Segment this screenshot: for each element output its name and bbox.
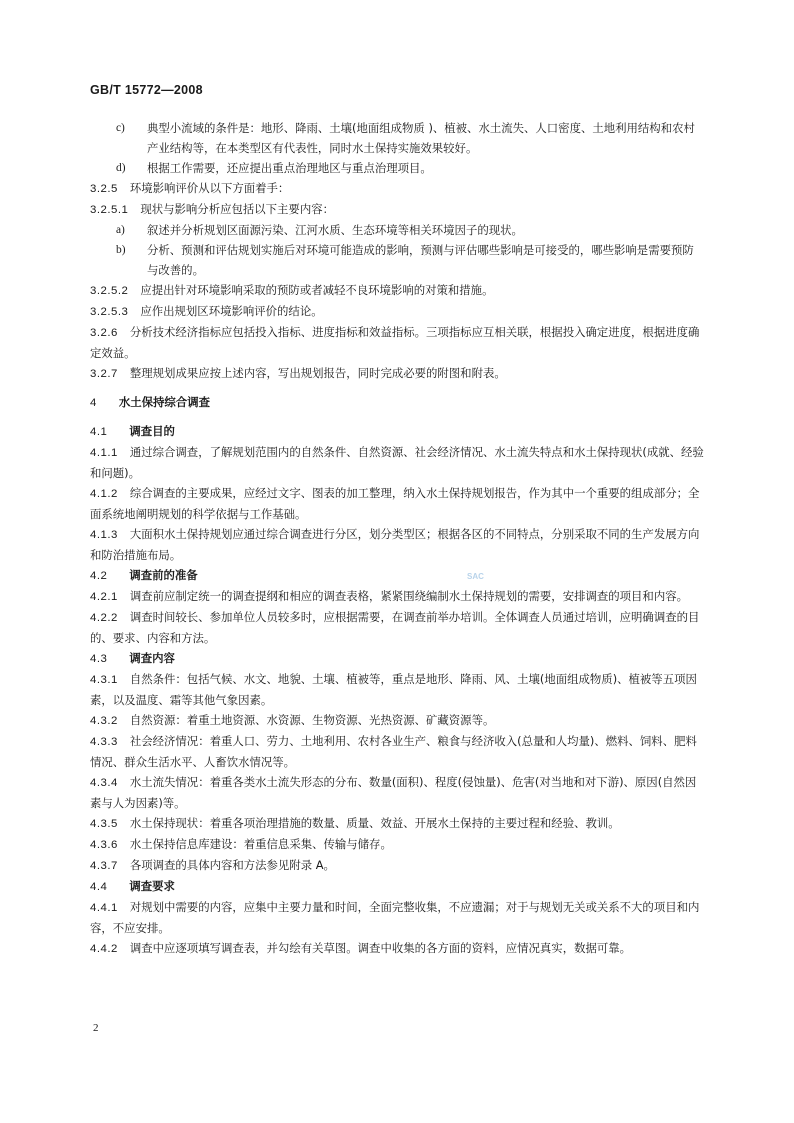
clause-number: 4.4.1 xyxy=(90,902,118,914)
clause-text: 水土流失情况：着重各类水土流失形态的分布、数量(面积)、程度(侵蚀量)、危害(对当地和对下游)、原因(自然因素与人为因素)等。 xyxy=(90,775,697,810)
clause-text: 应作出规划区环境影响评价的结论。 xyxy=(140,304,323,318)
clause-number: 4.2.2 xyxy=(90,612,118,624)
clause-text: 大面积水土保持规划应通过综合调查进行分区，划分类型区；根据各区的不同特点，分别采取不同的生产发展方向和防治措施布局。 xyxy=(90,527,700,562)
clause-paragraph xyxy=(90,322,705,363)
clause-number: 4.1.3 xyxy=(90,529,118,541)
clause-text: 整理规划成果应按上述内容，写出规划报告，同时完成必要的附图和附表。 xyxy=(129,366,506,380)
clause-text: 分析技术经济指标应包括投入指标、进度指标和效益指标。三项指标应互相关联，根据投入确定进度，根据进度确定效益。 xyxy=(90,325,700,360)
clause-paragraph xyxy=(90,483,705,524)
clause-text: 自然条件：包括气候、水文、地貌、土壤、植被等，重点是地形、降雨、风、土壤(地面组成物质)、植被等五项因素，以及温度、霜等其他气象因素。 xyxy=(90,672,697,707)
clause-text: 水土保持信息库建设：着重信息采集、传输与储存。 xyxy=(129,837,392,851)
list-item xyxy=(90,220,705,240)
clause-paragraph xyxy=(90,607,705,648)
clause-paragraph xyxy=(90,363,705,384)
clause-text: 调查内容 xyxy=(129,651,175,665)
clause-text: 环境影响评价从以下方面着手： xyxy=(129,181,290,195)
clause-number: 3.2.6 xyxy=(90,327,118,339)
clause-text: 调查中应逐项填写调查表，并勾绘有关草图。调查中收集的各方面的资料，应情况真实，数据可靠。 xyxy=(129,941,632,955)
clause-text: 水土保持现状：着重各项治理措施的数量、质量、效益、开展水土保持的主要过程和经验、教训。 xyxy=(129,816,620,830)
clause-number: 4.4.2 xyxy=(90,943,118,955)
clause-number: 3.2.7 xyxy=(90,368,118,380)
list-item-label: a) xyxy=(116,224,125,236)
clause-text: 水土保持综合调查 xyxy=(118,395,210,409)
clause-text: 对规划中需要的内容，应集中主要力量和时间，全面完整收集，不应遗漏；对于与规划无关或关系不大的项目和内容，不应安排。 xyxy=(90,900,700,935)
clause-text: 各项调查的具体内容和方法参见附录 A。 xyxy=(129,858,335,872)
clause-paragraph xyxy=(90,897,705,938)
document-body xyxy=(90,118,705,959)
clause-number: 4.3.6 xyxy=(90,839,118,851)
clause-number: 4.1.2 xyxy=(90,488,118,500)
list-item-label: d) xyxy=(116,162,126,174)
sac-watermark: SAC xyxy=(467,572,484,581)
clause-number: 4.3 xyxy=(90,653,108,665)
subsection-heading xyxy=(90,876,705,897)
clause-paragraph xyxy=(90,586,705,607)
clause-text: 应提出针对环境影响采取的预防或者减轻不良环境影响的对策和措施。 xyxy=(140,283,494,297)
clause-number: 4.4 xyxy=(90,881,108,893)
list-item-text: 分析、预测和评估规划实施后对环境可能造成的影响，预测与评估哪些影响是可接受的，哪些影响是需要预防与改善的。 xyxy=(147,243,694,277)
section-heading xyxy=(90,392,705,413)
clause-number: 4.1.1 xyxy=(90,447,118,459)
clause-number: 4.3.2 xyxy=(90,715,118,727)
clause-number: 4.3.5 xyxy=(90,818,118,830)
list-item xyxy=(90,118,705,158)
clause-text: 自然资源：着重土地资源、水资源、生物资源、光热资源、矿藏资源等。 xyxy=(129,713,495,727)
clause-number: 4.3.3 xyxy=(90,736,118,748)
clause-paragraph xyxy=(90,178,705,199)
clause-number: 4 xyxy=(90,397,97,409)
clause-number: 4.3.7 xyxy=(90,860,118,872)
clause-text: 调查前应制定统一的调查提纲和相应的调查表格，紧紧围绕编制水土保持规划的需要，安排调查的项目和内容。 xyxy=(129,589,688,603)
subsection-heading xyxy=(90,421,705,442)
clause-paragraph xyxy=(90,199,705,220)
subsection-heading xyxy=(90,565,705,586)
clause-number: 4.2 xyxy=(90,570,108,582)
clause-number: 3.2.5.1 xyxy=(90,204,129,216)
clause-paragraph xyxy=(90,772,705,813)
clause-number: 3.2.5.2 xyxy=(90,285,129,297)
clause-number: 4.1 xyxy=(90,426,108,438)
clause-text: 通过综合调查，了解规划范围内的自然条件、自然资源、社会经济情况、水土流失特点和水土保持现状(成就、经验和问题)。 xyxy=(90,445,704,480)
clause-number: 3.2.5 xyxy=(90,183,118,195)
clause-text: 调查要求 xyxy=(129,879,175,893)
clause-paragraph xyxy=(90,938,705,959)
clause-number: 4.3.1 xyxy=(90,674,118,686)
subsection-heading xyxy=(90,648,705,669)
clause-number: 3.2.5.3 xyxy=(90,306,129,318)
list-item xyxy=(90,158,705,178)
list-item xyxy=(90,240,705,280)
clause-paragraph xyxy=(90,301,705,322)
list-item-text: 根据工作需要，还应提出重点治理地区与重点治理项目。 xyxy=(147,161,432,175)
clause-text: 社会经济情况：着重人口、劳力、土地利用、农村各业生产、粮食与经济收入(总量和人均量)、燃料、饲料、肥料情况、群众生活水平、人畜饮水情况等。 xyxy=(90,734,697,769)
list-item-text: 叙述并分析规划区面源污染、江河水质、生态环境等相关环境因子的现状。 xyxy=(147,223,523,237)
clause-paragraph xyxy=(90,813,705,834)
clause-text: 综合调查的主要成果，应经过文字、图表的加工整理，纳入水土保持规划报告，作为其中一个重要的组成部分；全面系统地阐明规划的科学依据与工作基础。 xyxy=(90,486,700,521)
page-number: 2 xyxy=(93,1022,99,1034)
clause-paragraph xyxy=(90,731,705,772)
list-item-label: b) xyxy=(116,244,126,256)
clause-paragraph xyxy=(90,710,705,731)
list-item-label: c) xyxy=(116,122,125,134)
clause-number: 4.2.1 xyxy=(90,591,118,603)
clause-paragraph xyxy=(90,834,705,855)
clause-text: 调查时间较长、参加单位人员较多时，应根据需要，在调查前举办培训。全体调查人员通过培训，应明确调查的目的、要求、内容和方法。 xyxy=(90,610,700,645)
clause-text: 现状与影响分析应包括以下主要内容： xyxy=(140,202,334,216)
clause-text: 调查前的准备 xyxy=(129,568,198,582)
clause-number: 4.3.4 xyxy=(90,777,118,789)
clause-text: 调查目的 xyxy=(129,424,175,438)
list-item-text: 典型小流域的条件是：地形、降雨、土壤(地面组成物质 )、植被、水土流失、人口密度、土地利用结构和农村产业结构等，在本类型区有代表性，同时水土保持实施效果较好。 xyxy=(147,121,695,155)
clause-paragraph xyxy=(90,280,705,301)
clause-paragraph xyxy=(90,669,705,710)
standard-code-header: GB/T 15772—2008 xyxy=(90,83,203,97)
clause-paragraph xyxy=(90,442,705,483)
clause-paragraph xyxy=(90,524,705,565)
clause-paragraph xyxy=(90,855,705,876)
